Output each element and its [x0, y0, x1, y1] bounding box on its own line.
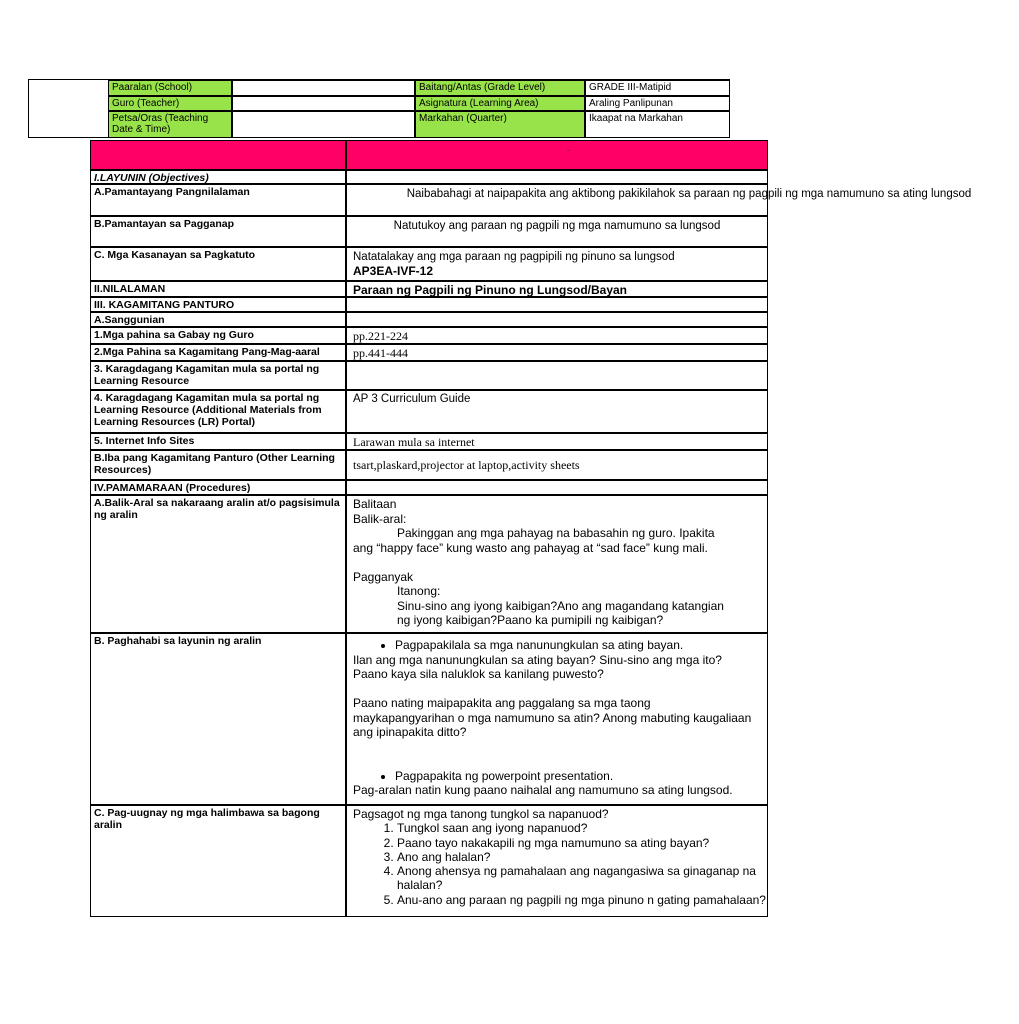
grade-label: Baitang/Antas (Grade Level)	[415, 80, 585, 96]
datetime-value	[232, 111, 415, 138]
quarter-label: Markahan (Quarter)	[415, 111, 585, 138]
nilalaman-value: Paraan ng Pagpili ng Pinuno ng Lungsod/Bayan	[346, 281, 768, 297]
c-label: C. Mga Kasanayan sa Pagkatuto	[90, 247, 346, 281]
paghahabi-line: Paano nating maipapakita ang paggalang sa mga taong maykapangyarihan o mga namumuno sa atin? Anong mabuting kaugaliaan ang ipinapakita ditto?	[353, 696, 752, 739]
list-item: 3. Ano ang halalan?	[397, 850, 777, 864]
kagamitan-label: III. KAGAMITANG PANTURO	[90, 297, 346, 312]
grade-value: GRADE III-Matipid	[585, 80, 730, 96]
balik-line: Pakinggan ang mga pahayag na babasahin ng guro. Ipakita	[397, 526, 715, 540]
pahina-value: pp.441-444	[346, 344, 768, 361]
iba-label: B.Iba pang Kagamitang Panturo (Other Learning Resources)	[90, 450, 346, 480]
sanggunian-label: A.Sanggunian	[90, 312, 346, 327]
c-value: Natatalakay ang mga paraan ng pagpipili ng pinuno sa lungsod AP3EA-IVF-12	[346, 247, 768, 281]
karagdagan4-label: 4. Karagdagang Kagamitan mula sa portal ng Learning Resource (Additional Materials from Learning Resources (LR) Portal)	[90, 390, 346, 433]
paguugnay-value	[346, 805, 768, 917]
paguugnay-list	[353, 821, 777, 907]
balik-line: Sinu-sino ang iyong kaibigan?Ano ang magandang katangian	[397, 598, 724, 613]
paghahabi-line: Ilan ang mga nanunungkulan sa ating bayan? Sinu-sino ang mga ito?	[353, 652, 722, 667]
nilalaman-label: II.NILALAMAN	[90, 281, 346, 297]
b-label: B.Pamantayan sa Pagganap	[90, 216, 346, 247]
balik-line: ang “happy face” kung wasto ang pahayag at “sad face” kung mali.	[353, 540, 708, 555]
b-value: Natutukoy ang paraan ng pagpili ng mga namumuno sa lungsod	[346, 216, 768, 247]
area-label: Asignatura (Learning Area)	[415, 96, 585, 111]
pink-mark: -	[567, 145, 570, 155]
sanggunian-value	[346, 312, 768, 327]
internet-value: Larawan mula sa internet	[346, 433, 768, 450]
a-value: Naibabahagi at naipapakita ang aktibong pakikilahok sa paraan ng pagpili ng mga namumuno sa ating lungsod	[346, 184, 768, 216]
list-item: • Pagpapakilala sa mga nanunungkulan sa ating bayan.	[395, 638, 761, 653]
balik-line: Itanong:	[397, 584, 441, 598]
pahina-label: 2.Mga Pahina sa Kagamitang Pang-Mag-aaral	[90, 344, 346, 361]
objectives-label: I.LAYUNIN (Objectives)	[90, 170, 346, 184]
pink-header-left	[90, 140, 346, 170]
balik-line: Balik-aral:	[353, 511, 407, 526]
list-item: 2. Paano tayo nakakapili ng mga namumuno sa ating bayan?	[397, 836, 777, 850]
datetime-label: Petsa/Oras (Teaching Date & Time)	[108, 111, 232, 138]
balik-line: ng iyong kaibigan?Paano ka pumipili ng kaibigan?	[397, 613, 664, 627]
list-item: 5. Anu-ano ang paraan ng pagpili ng mga pinuno n gating pamahalaan?	[397, 893, 777, 907]
balik-line: Balitaan	[353, 497, 397, 511]
balik-label: A.Balik-Aral sa nakaraang aralin at/o pagsisimula ng aralin	[90, 495, 346, 633]
objectives-value	[346, 170, 768, 184]
teacher-value	[232, 96, 415, 111]
list-item: 4. Anong ahensya ng pamahalaan ang nagangasiwa sa ginaganap na halalan?	[397, 864, 777, 893]
iba-value: tsart,plaskard,projector at laptop,activity sheets	[346, 450, 768, 480]
area-value: Araling Panlipunan	[585, 96, 730, 111]
paghahabi-value	[346, 633, 768, 805]
karagdagan3-label: 3. Karagdagang Kagamitan mula sa portal ng Learning Resource	[90, 361, 346, 390]
paghahabi-label: B. Paghahabi sa layunin ng aralin	[90, 633, 346, 805]
a-label: A.Pamantayang Pangnilalaman	[90, 184, 346, 216]
balik-value	[346, 495, 768, 633]
quarter-value: Ikaapat na Markahan	[585, 111, 730, 138]
school-value	[232, 80, 415, 96]
paguugnay-intro: Pagsagot ng mga tanong tungkol sa napanuod?	[353, 807, 609, 821]
list-item: 1. Tungkol saan ang iyong napanuod?	[397, 821, 777, 835]
c-code: AP3EA-IVF-12	[353, 264, 434, 278]
gabay-value: pp.221-224	[346, 327, 768, 344]
paguugnay-label: C. Pag-uugnay ng mga halimbawa sa bagong aralin	[90, 805, 346, 917]
teacher-label: Guro (Teacher)	[108, 96, 232, 111]
paghahabi-line: Paano kaya sila naluklok sa kanilang puwesto?	[353, 667, 604, 681]
paghahabi-line: Pag-aralan natin kung paano naihalal ang namumuno sa ating lungsod.	[353, 783, 733, 797]
school-label: Paaralan (School)	[108, 80, 232, 96]
pink-header-right	[346, 140, 768, 170]
list-item: • Pagpapakita ng powerpoint presentation.	[395, 769, 761, 784]
pamamaraan-value	[346, 480, 768, 495]
karagdagan4-value: AP 3 Curriculum Guide	[346, 390, 768, 433]
internet-label: 5. Internet Info Sites	[90, 433, 346, 450]
pamamaraan-label: IV.PAMAMARAAN (Procedures)	[90, 480, 346, 495]
karagdagan3-value	[346, 361, 768, 390]
kagamitan-value	[346, 297, 768, 312]
balik-line: Pagganyak	[353, 569, 414, 584]
gabay-label: 1.Mga pahina sa Gabay ng Guro	[90, 327, 346, 344]
